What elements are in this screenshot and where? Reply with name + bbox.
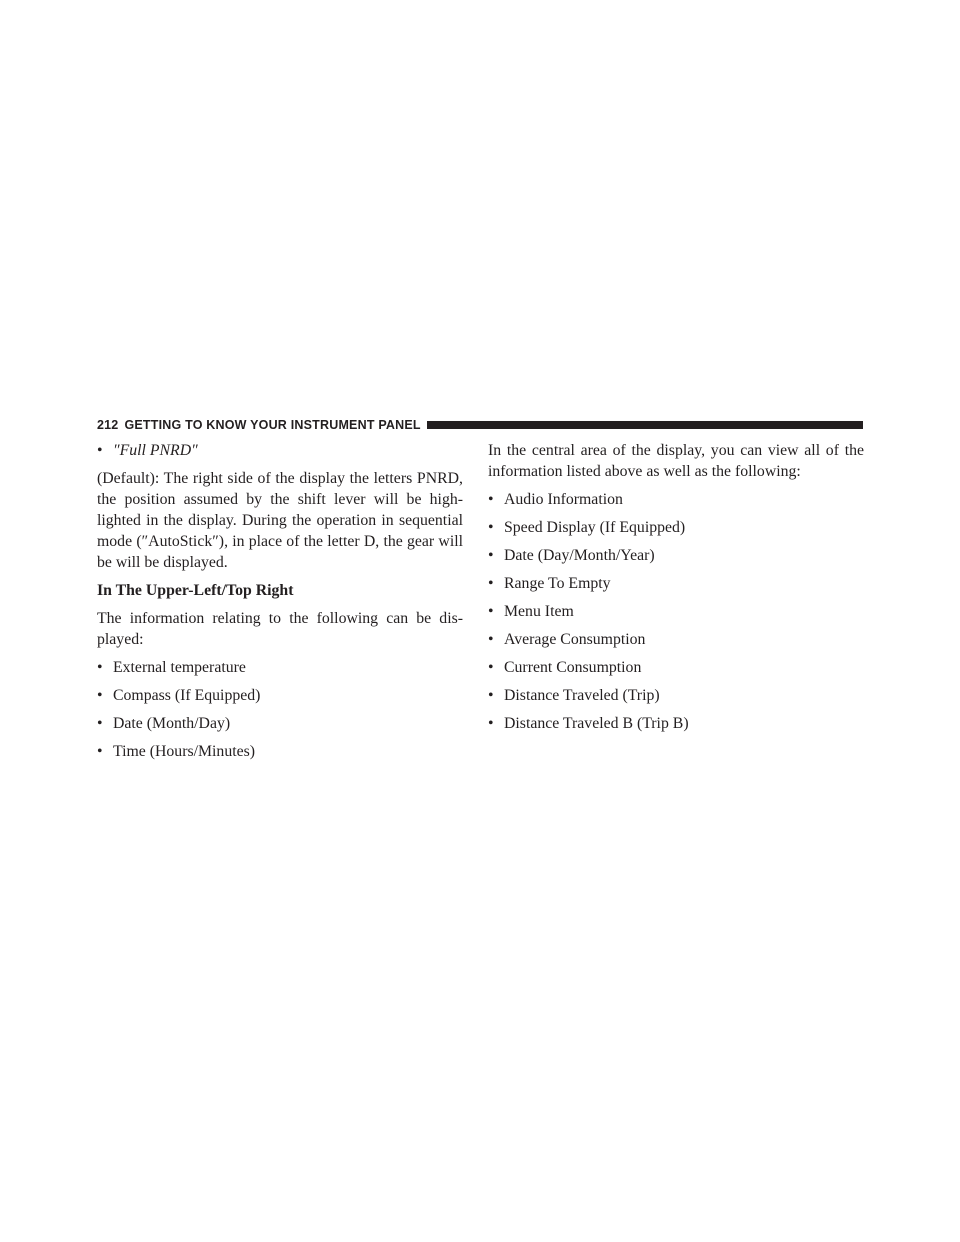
list-item-text: Compass (If Equipped) <box>113 687 261 704</box>
bullet-icon: • <box>97 442 103 459</box>
list-item <box>488 601 864 622</box>
list-item <box>488 657 864 678</box>
right-column <box>488 440 864 741</box>
list-item <box>488 489 864 510</box>
bullet-icon: • <box>488 687 494 704</box>
page-header <box>97 416 863 434</box>
list-item-text: Distance Traveled B (Trip B) <box>504 715 689 732</box>
list-item <box>97 685 463 706</box>
list-item <box>97 741 463 762</box>
default-paragraph: (Default): The right side of the display the letters PNRD, the position assumed by the shift lever will be high-lighted in the display. During the operation in sequential mode (″AutoStick″), in place of the letter D, the gear will be will be displayed. <box>97 470 463 571</box>
full-pnrd-label: ″Full PNRD″ <box>113 442 198 459</box>
list-item <box>488 629 864 650</box>
list-item-text: Distance Traveled (Trip) <box>504 687 660 704</box>
bullet-icon: • <box>488 519 494 536</box>
upper-left-intro: The information relating to the following can be dis-played: <box>97 610 463 648</box>
header-text <box>97 416 427 434</box>
list-item-text: Date (Month/Day) <box>113 715 231 732</box>
list-item <box>488 713 864 734</box>
list-item-text: External temperature <box>113 659 246 676</box>
list-item <box>97 713 463 734</box>
list-item <box>97 657 463 678</box>
list-item-text: Range To Empty <box>504 575 611 592</box>
bullet-icon: • <box>97 715 103 732</box>
list-item-text: Date (Day/Month/Year) <box>504 547 655 564</box>
bullet-icon: • <box>488 631 494 648</box>
bullet-icon: • <box>488 715 494 732</box>
list-item-text: Audio Information <box>504 491 623 508</box>
bullet-icon: • <box>97 687 103 704</box>
bullet-icon: • <box>488 491 494 508</box>
list-item <box>488 573 864 594</box>
page-number: 212 <box>97 418 119 432</box>
left-column <box>97 440 463 769</box>
list-item-text: Time (Hours/Minutes) <box>113 743 256 760</box>
list-item-text: Speed Display (If Equipped) <box>504 519 686 536</box>
bullet-icon: • <box>488 547 494 564</box>
list-item-text: Current Consumption <box>504 659 642 676</box>
bullet-icon: • <box>97 659 103 676</box>
central-intro: In the central area of the display, you can view all of the information listed above as well as the following: <box>488 442 864 480</box>
upper-left-heading: In The Upper-Left/Top Right <box>97 582 294 599</box>
bullet-icon: • <box>97 743 103 760</box>
list-item <box>488 517 864 538</box>
list-item-text: Average Consumption <box>504 631 646 648</box>
bullet-icon: • <box>488 603 494 620</box>
list-item <box>488 685 864 706</box>
list-item <box>488 545 864 566</box>
list-item-full-pnrd <box>97 440 463 461</box>
bullet-icon: • <box>488 659 494 676</box>
section-title: GETTING TO KNOW YOUR INSTRUMENT PANEL <box>124 418 421 432</box>
list-item-text: Menu Item <box>504 603 574 620</box>
bullet-icon: • <box>488 575 494 592</box>
